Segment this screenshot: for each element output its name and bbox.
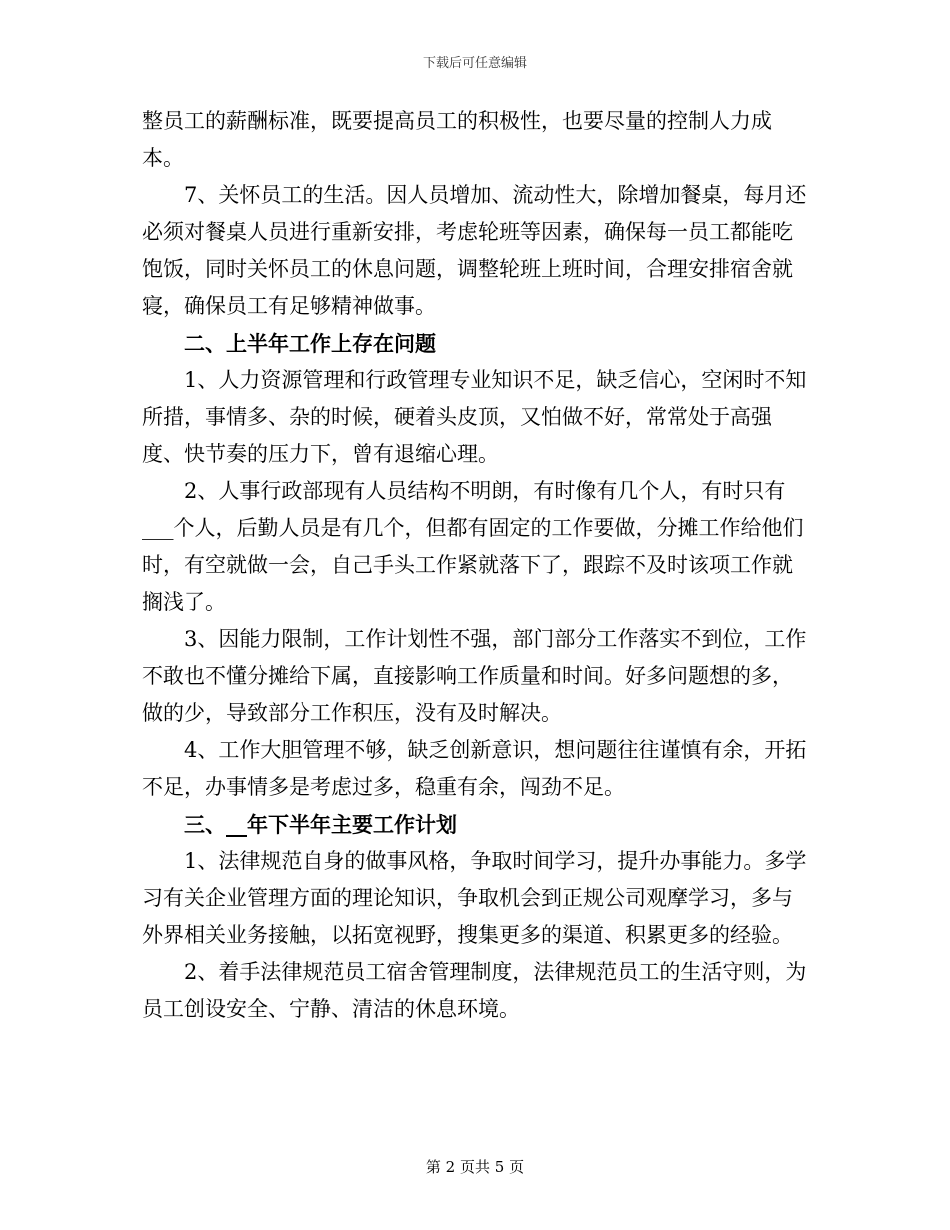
paragraph-item-7: 7、关怀员工的生活。因人员增加、流动性大，除增加餐桌，每月还必须对餐桌人员进行重新安排，考虑轮班等因素，确保每一员工都能吃饱饭，同时关怀员工的休息问题，调整轮班上班时间，合理安排宿舍就寝，确保员工有足够精神做事。 xyxy=(142,183,807,318)
paragraph-continuation: 整员工的薪酬标准，既要提高员工的积极性，也要尽量的控制人力成本。 xyxy=(142,109,772,170)
page-footer: 第 2 页共 5 页 xyxy=(425,1158,525,1176)
document-body xyxy=(142,103,810,1028)
section-heading-2: 二、上半年工作上存在问题 xyxy=(184,331,436,356)
section-heading-3: 三、__年下半年主要工作计划 xyxy=(184,812,457,837)
paragraph-plan-2: 2、着手法律规范员工宿舍管理制度，法律规范员工的生活守则，为员工创设安全、宁静、清洁的休息环境。 xyxy=(142,960,807,1021)
paragraph-issue-3: 3、因能力限制，工作计划性不强，部门部分工作落实不到位，工作不敢也不懂分摊给下属，直接影响工作质量和时间。好多问题想的多，做的少，导致部分工作积压，没有及时解决。 xyxy=(142,627,807,725)
paragraph-issue-4: 4、工作大胆管理不够，缺乏创新意识，想问题往往谨慎有余，开拓不足，办事情多是考虑过多，稳重有余，闯劲不足。 xyxy=(142,738,807,799)
paragraph-plan-1: 1、法律规范自身的做事风格，争取时间学习，提升办事能力。多学习有关企业管理方面的理论知识，争取机会到正规公司观摩学习，多与外界相关业务接触，以拓宽视野，搜集更多的渠道、积累更多的经验。 xyxy=(142,849,807,947)
page-header: 下载后可任意编辑 xyxy=(422,56,527,71)
paragraph-issue-1: 1、人力资源管理和行政管理专业知识不足，缺乏信心，空闲时不知所措，事情多、杂的时候，硬着头皮顶，又怕做不好，常常处于高强度、快节奏的压力下，曾有退缩心理。 xyxy=(142,368,807,466)
paragraph-issue-2: 2、人事行政部现有人员结构不明朗，有时像有几个人，有时只有___个人，后勤人员是有几个，但都有固定的工作要做，分摊工作给他们时，有空就做一会，自己手头工作紧就落下了，跟踪不及时该项工作就搁浅了。 xyxy=(142,479,804,614)
